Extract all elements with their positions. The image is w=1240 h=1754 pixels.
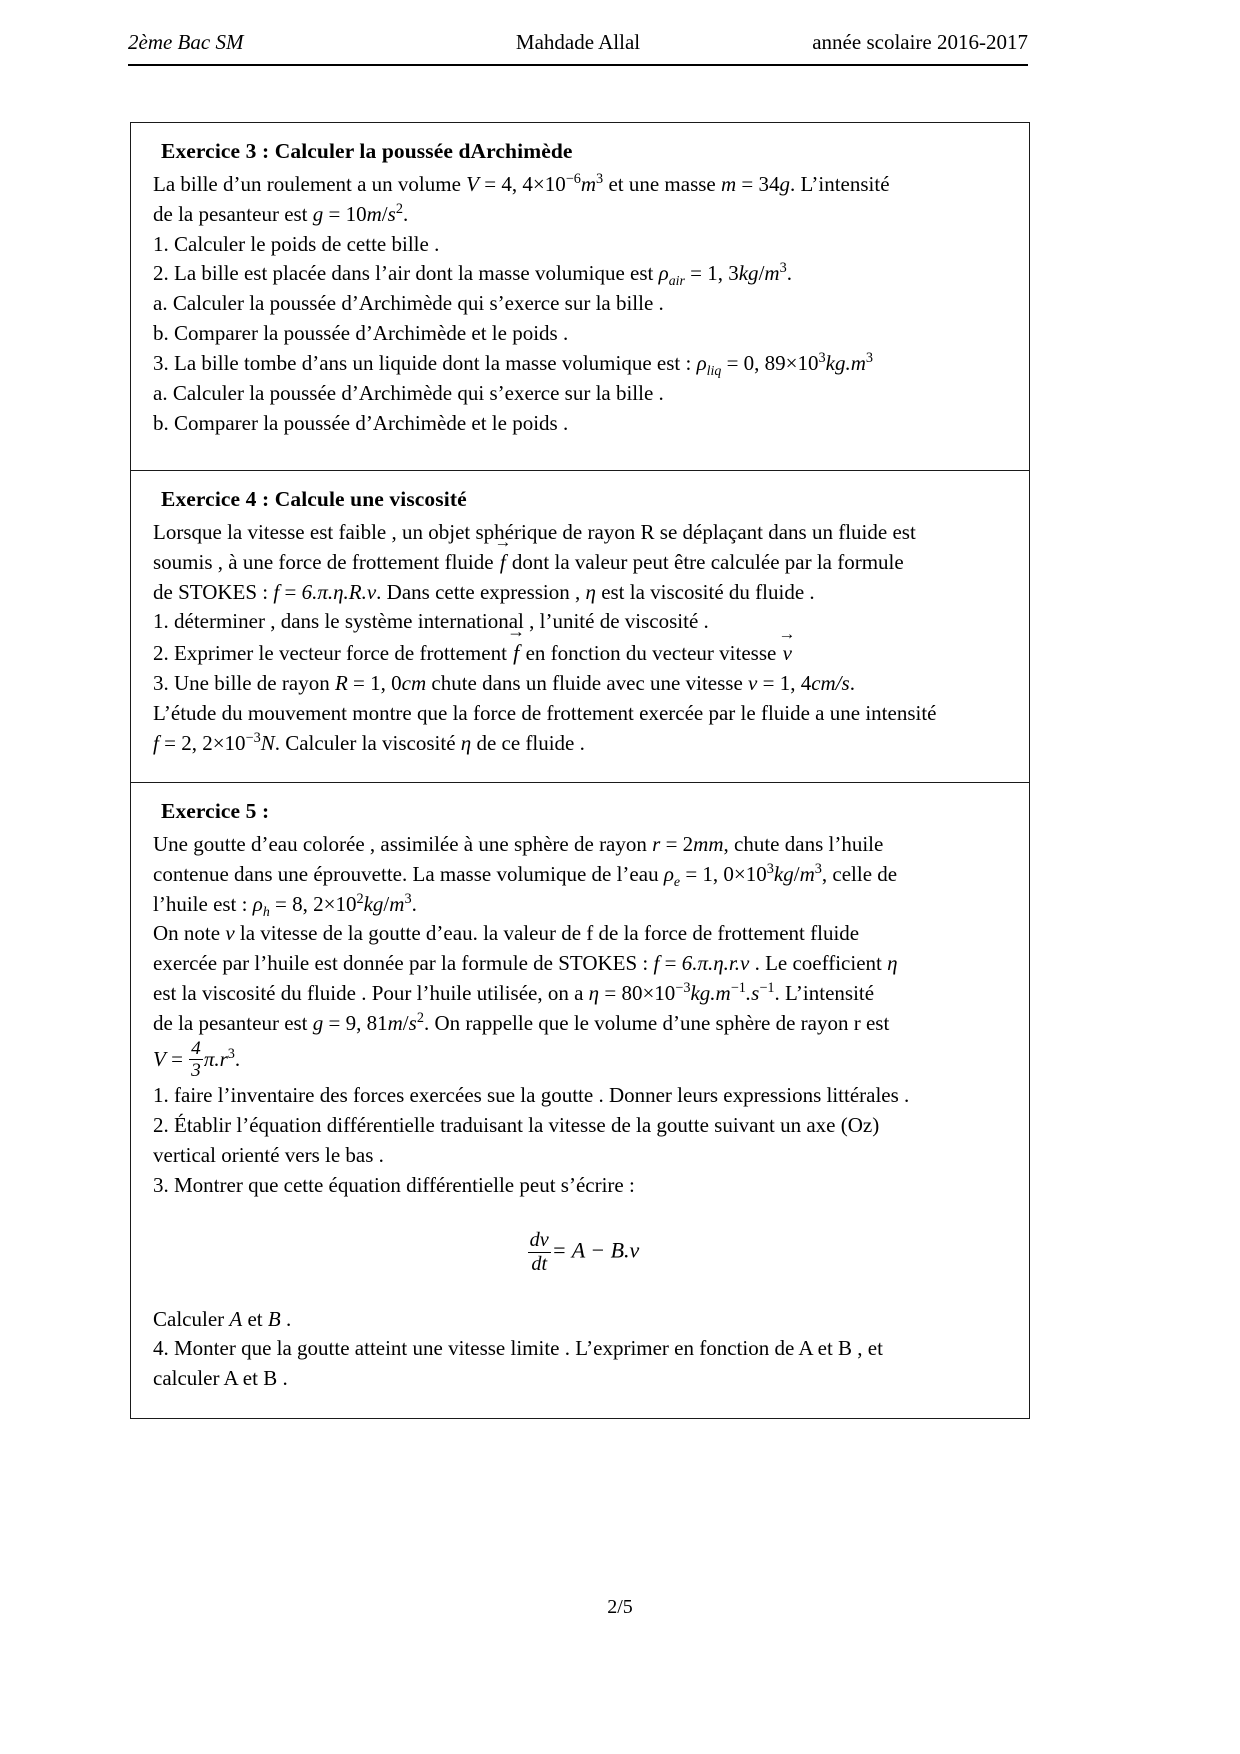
ex5-stokes-expression: 6.π.η.r.v	[681, 951, 750, 976]
ex3-rho-air-value: 1, 3	[707, 261, 739, 286]
header-left-text: 2ème Bac SM	[128, 30, 244, 54]
ex3-rho-liq: ρ	[696, 350, 707, 375]
ex3-g-slash: /	[381, 201, 388, 226]
ex5-p2g-text: de la pesanteur est	[153, 1010, 308, 1035]
ex4-R-unit: cm	[401, 671, 427, 696]
exercise-4-p1a: Lorsque la vitesse est faible , un objet sphérique de rayon R se déplaçant dans un fluide est	[153, 520, 916, 544]
ex3-rho-air-unit-m: m	[764, 261, 780, 286]
ex3-g-unit-s: s	[387, 201, 396, 226]
ex5-eta-symbol-1: η	[887, 951, 898, 976]
page-footer	[0, 1596, 1240, 1619]
ex3-intro-a: La bille d’un roulement a un volume	[153, 172, 461, 196]
ex5-rho-e-unit-m: m	[799, 861, 815, 886]
ex5-rho-h: ρ	[252, 891, 263, 916]
exercise-5-p2c: exercée par l’huile est donnée par la formule de STOKES : f = 6.π.η.r.v . Le coefficient η	[153, 951, 898, 976]
ex4-eq-v: =	[762, 671, 775, 696]
ex5-rho-h-unit-exp: 3	[404, 890, 412, 907]
exercise-5-p1e: l’huile est : $\rho_h = 8$, $2\times 10^2kg/m^3$.	[153, 890, 417, 919]
ex4-stokes-eq: =	[284, 579, 297, 604]
ex4-p1c-text: dont la valeur peut être calculée par la formule	[511, 549, 904, 574]
ex4-p1f-text: est la viscosité du fluide .	[601, 579, 815, 604]
ex4-q3-eta: η	[460, 730, 472, 755]
exercise-5-q2a: 2. Établir l’équation différentielle traduisant la vitesse de la goutte suivant un axe (Oz)	[153, 1112, 880, 1137]
ex5-r-symbol: r	[652, 832, 661, 856]
ex4-p1b-text: soumis , à une force de frottement fluide	[153, 549, 494, 574]
ex5-eta-ten: 10	[654, 981, 676, 1006]
ex3-volume-value: 4, 4	[501, 172, 533, 196]
ex3-line2-a: de la pesanteur est	[153, 201, 308, 226]
exercise-4-q3e	[153, 729, 1013, 759]
exercise-5-q4a: 4. Monter que la goutte atteint une vitesse limite . L’exprimer en fonction de A et B , et	[153, 1336, 883, 1361]
ex4-eq-R: =	[353, 671, 365, 696]
ex5-rho-h-value: 8, 2	[292, 891, 324, 916]
ex5-p2a-text: On note	[153, 921, 221, 946]
dv-dt-fraction	[528, 1230, 551, 1274]
ex5-V-symbol: V	[153, 1046, 166, 1071]
ex5-p2b-text: la vitesse de la goutte d’eau. la valeur de f de la force de frottement fluide	[239, 921, 860, 946]
ex5-V-pi-r: π.r	[203, 1046, 228, 1071]
exercise-5-p2e: est la viscosité du fluide . Pour l’huile utilisée, on a $\eta = 80\times 10^{-3}kg.m^{-1}.s^{-1}$. L’intensité	[153, 980, 875, 1006]
ex3-rho-liq-value: 0, 89	[743, 350, 786, 375]
ex5-r-value: 2	[682, 832, 694, 856]
ex3-intro-b: et une masse	[608, 172, 716, 196]
exercise-5-title: Exercice 5 :	[161, 799, 270, 823]
ex3-q3-a: 3. La bille tombe d’ans un liquide dont la masse volumique est :	[153, 350, 692, 375]
ex5-times-e: ×	[733, 861, 746, 886]
exercise-5-p1c: contenue dans une éprouvette. La masse volumique de l’eau $\rho_e = 1$, $0\times 10^3kg/m^3$, celle de	[153, 860, 898, 889]
exercise-3-qa: a. Calculer la poussée d’Archimède qui s’exerce sur la bille .	[153, 291, 664, 316]
ex3-mass-symbol: m	[720, 172, 737, 196]
ex5-eta-value: 80	[621, 981, 643, 1006]
page-number: 2/5	[607, 1596, 633, 1618]
ex5-ten-h: 10	[335, 891, 357, 916]
ex5-eta-unit-kg: kg.m	[690, 981, 731, 1006]
ex4-q3-f: de ce fluide .	[476, 730, 585, 755]
ex3-mass-unit: g	[779, 172, 790, 196]
ex4-f-exp: −3	[245, 729, 261, 746]
ex5-g-value: 9, 81	[345, 1010, 388, 1035]
exercise-5-p1a: Une goutte d’eau colorée , assimilée à une sphère de rayon r = 2mm, chute dans l’huile	[153, 832, 884, 856]
page-header	[128, 30, 1028, 55]
exercise-5-q1: 1. faire l’inventaire des forces exercées sue la goutte . Donner leurs expressions littérales .	[153, 1083, 910, 1108]
ex5-rho-e-slash: /	[793, 861, 800, 886]
ex3-unit-m: m	[580, 172, 597, 196]
ex5-eta-symbol-2: η	[588, 981, 600, 1006]
ex3-rho-liq-exp: 3	[818, 349, 826, 366]
ex5-calc-A: A	[229, 1306, 243, 1331]
ex4-v-symbol: v	[748, 671, 758, 696]
ex4-eta-symbol: η	[585, 579, 596, 604]
exercise-5-calc	[153, 1305, 1013, 1335]
header-center-text: Mahdade Allal	[515, 30, 641, 54]
ex5-eta-unit-m-exp: −1	[730, 980, 746, 997]
ex3-times2: ×	[785, 350, 798, 375]
ex5-V-end: .	[234, 1046, 241, 1071]
friction-force-vector-icon: f →	[512, 637, 520, 668]
ex3-eq1: =	[484, 172, 497, 196]
ex3-rho-air-exp: 3	[779, 260, 787, 277]
ex3-rho-air-slash: /	[758, 261, 765, 286]
ex3-line2-end: .	[402, 201, 409, 226]
exercise-3-qb2: b. Comparer la poussée d’Archimède et le poids .	[153, 410, 569, 435]
ex3-rho-liq-unit-exp: 3	[865, 349, 874, 366]
ex4-stokes-expression: 6.π.η.R.v	[301, 579, 377, 604]
ex4-bottom-spacer	[153, 759, 1013, 771]
ex5-v-symbol: v	[225, 921, 235, 946]
exercise-4-p1b	[153, 548, 1013, 578]
ex5-rho-h-unit-kg: kg	[363, 891, 384, 916]
exercise-3-intro	[153, 170, 1013, 200]
ex3-rho-liq-unit: kg.m	[825, 350, 866, 375]
ex4-f-symbol: f	[153, 730, 159, 755]
ex5-p2h-text: . On rappelle que le volume d’une sphère de rayon r est	[423, 1010, 890, 1035]
ex5-bottom-spacer	[153, 1394, 1013, 1402]
exercise-3-title: Exercice 3 : Calculer la poussée dArchimède	[161, 139, 573, 163]
ex5-g-unit-s: s	[408, 1010, 417, 1035]
ex5-rho-h-slash: /	[383, 891, 390, 916]
ex3-exp3: 3	[596, 171, 604, 187]
ex3-g-value: 10	[345, 201, 367, 226]
exercise-4-q3d: L’étude du mouvement montre que la force de frottement exercée par le fluide a une intensité	[153, 700, 937, 725]
ex5-rho-e-exp: 3	[766, 860, 774, 877]
ex3-eq4: =	[690, 261, 702, 286]
ex3-eq5: =	[726, 350, 739, 375]
ex3-rho-air-sub: air	[668, 273, 685, 289]
ex3-q2-end: .	[786, 261, 792, 286]
ex5-g-unit-m: m	[387, 1010, 403, 1035]
ex4-p1d-text: de STOKES :	[153, 579, 269, 604]
ex5-V-numerator: 4	[191, 1037, 201, 1059]
ex3-mass-value: 34	[758, 172, 780, 196]
exercise-4-p1d	[153, 578, 1013, 608]
ex5-p1a-text: Une goutte d’eau colorée , assimilée à une sphère de rayon	[153, 832, 647, 856]
ex5-p2e-text: est la viscosité du fluide . Pour l’huile utilisée, on a	[153, 981, 584, 1006]
ex5-V-eq: =	[171, 1046, 183, 1071]
ex3-rho-liq-ten: 10	[797, 350, 819, 375]
ex5-V-exp: 3	[227, 1045, 235, 1062]
exercise-3-qa2: a. Calculer la poussée d’Archimède qui s’exerce sur la bille .	[153, 380, 664, 405]
ex5-rho-h-sub: h	[262, 903, 270, 919]
ex3-rho-air: ρ	[658, 261, 669, 286]
ex3-volume-symbol: V	[466, 172, 479, 196]
ex4-eq-f: =	[164, 730, 176, 755]
ex4-v-value: 1, 4	[779, 671, 812, 696]
exercise-3-line2	[153, 200, 1013, 230]
ex5-eta-exp: −3	[675, 980, 691, 997]
header-divider	[128, 64, 1028, 66]
ex5-rho-e: ρ	[663, 861, 674, 886]
ex5-eta-unit-s-exp: −1	[759, 980, 775, 997]
ex4-q2-a: 2. Exprimer le vecteur force de frottement	[153, 641, 507, 666]
ex5-p2c-text: exercée par l’huile est donnée par la formule de STOKES :	[153, 951, 649, 976]
exercise-5-q2b: vertical orienté vers le bas .	[153, 1142, 384, 1167]
ex5-p1d-text: , celle de	[821, 861, 898, 886]
ex4-R-value: 1, 0	[370, 671, 402, 696]
ex5-calc-end: .	[285, 1306, 292, 1331]
ex3-bottom-spacer	[153, 438, 1013, 474]
exercise-4-q2	[153, 637, 1013, 669]
ex5-g-slash: /	[402, 1010, 409, 1035]
header-right-text: année scolaire 2016-2017	[812, 30, 1028, 54]
ex4-q3-a: 3. Une bille de rayon	[153, 671, 330, 696]
exercise-4-q3	[153, 669, 1013, 699]
ex4-p1e-text: . Dans cette expression ,	[376, 579, 581, 604]
ex4-f-unit: N	[260, 730, 275, 755]
ex5-calc-B: B	[267, 1306, 281, 1331]
ex4-f-value: 2, 2	[181, 730, 213, 755]
ex5-rho-e-unit-kg: kg	[773, 861, 794, 886]
ex3-g-unit-m: m	[366, 201, 382, 226]
differential-equation-display	[153, 1230, 1013, 1274]
ex5-rho-h-exp: 2	[356, 890, 364, 907]
ex5-r-unit: mm	[693, 832, 724, 856]
exercise-3-qb: b. Comparer la poussée d’Archimède et le poids .	[153, 321, 569, 346]
ex4-q3-c: .	[849, 671, 855, 696]
ex5-p1f-text: .	[411, 891, 417, 916]
ex5-rho-e-value: 1, 0	[702, 861, 734, 886]
ex5-p1c-text: contenue dans une éprouvette. La masse volumique de l’eau	[153, 861, 659, 886]
force-vector-f-icon: f →	[499, 548, 507, 578]
ex5-rho-e-unit-exp: 3	[814, 860, 822, 877]
ex3-rho-liq-sub: liq	[706, 363, 722, 379]
ex5-eta-times: ×	[642, 981, 655, 1006]
ex5-p1e-text: l’huile est :	[153, 891, 248, 916]
ex5-times-h: ×	[323, 891, 336, 916]
ex5-p2f-text: . L’intensité	[774, 981, 875, 1006]
ex5-ten-e: 10	[745, 861, 767, 886]
ex3-ten1: 10	[544, 172, 566, 196]
exercise-5-p2g: de la pesanteur est g = 9, $81m/s^2$. On rappelle que le volume d’une sphère de rayon r est	[153, 1009, 890, 1035]
ex5-eq-rhs: = A − B.v	[551, 1237, 640, 1263]
exercise-5-p2a	[153, 919, 1013, 949]
ex4-q3-b: chute dans un fluide avec une vitesse	[431, 671, 743, 696]
ex5-calc-et: et	[247, 1306, 263, 1331]
ex5-V-denominator: 3	[191, 1060, 201, 1082]
ex4-stokes-f: f	[273, 579, 280, 604]
ex5-p1b-text: , chute dans l’huile	[723, 832, 884, 856]
velocity-vector-icon: v →	[782, 639, 793, 669]
ex5-eta-unit-s: .s	[745, 981, 760, 1006]
ex5-rho-e-sub: e	[673, 874, 681, 889]
exercise-3-q3	[153, 349, 1013, 379]
ex4-v-unit: cm/s	[811, 671, 850, 696]
ex5-calc-text: Calculer	[153, 1306, 225, 1331]
ex3-g-symbol: g	[312, 201, 324, 226]
ex3-times1: ×	[532, 172, 545, 196]
ex3-rho-air-unit-kg: kg	[738, 261, 759, 286]
exercise-3-q2	[153, 259, 1013, 289]
ex5-rho-h-unit-m: m	[389, 891, 405, 916]
ex3-eq2: =	[741, 172, 754, 196]
exercise-5-q4b: calculer A et B .	[153, 1366, 288, 1391]
ex4-R-symbol: R	[334, 671, 348, 696]
four-thirds-fraction	[189, 1039, 203, 1081]
ex4-f-times: ×	[212, 730, 225, 755]
exercise-5-volume-formula	[153, 1039, 1013, 1081]
ex3-intro-c: . L’intensité	[790, 172, 890, 196]
ex3-exp-minus6: −6	[565, 171, 581, 187]
exercise-4-box	[130, 470, 1030, 788]
ex3-eq3: =	[328, 201, 341, 226]
exercise-3-box	[130, 122, 1030, 491]
ex3-q2-a: 2. La bille est placée dans l’air dont la masse volumique est	[153, 261, 654, 286]
exercise-5-box	[130, 782, 1030, 1419]
ex5-g-symbol: g	[312, 1010, 324, 1035]
ex5-stokes-f: f	[653, 951, 660, 976]
exercise-4-title: Exercice 4 : Calcule une viscosité	[161, 487, 467, 511]
ex3-g-exp: 2	[395, 200, 403, 217]
ex5-g-exp: 2	[416, 1009, 424, 1026]
ex4-q3-e: . Calculer la viscosité	[274, 730, 456, 755]
exercise-4-q1: 1. déterminer , dans le système international , l’unité de viscosité .	[153, 609, 709, 634]
ex4-f-ten: 10	[224, 730, 246, 755]
ex5-eq-dv: dv	[529, 1229, 549, 1252]
ex5-eq-dt: dt	[531, 1252, 548, 1275]
ex4-q2-b: en fonction du vecteur vitesse	[525, 641, 777, 666]
exercise-5-q3: 3. Montrer que cette équation différentielle peut s’écrire :	[153, 1172, 635, 1197]
ex5-p2d-text: . Le coefficient	[754, 951, 882, 976]
exercise-3-q1: 1. Calculer le poids de cette bille .	[153, 231, 440, 256]
